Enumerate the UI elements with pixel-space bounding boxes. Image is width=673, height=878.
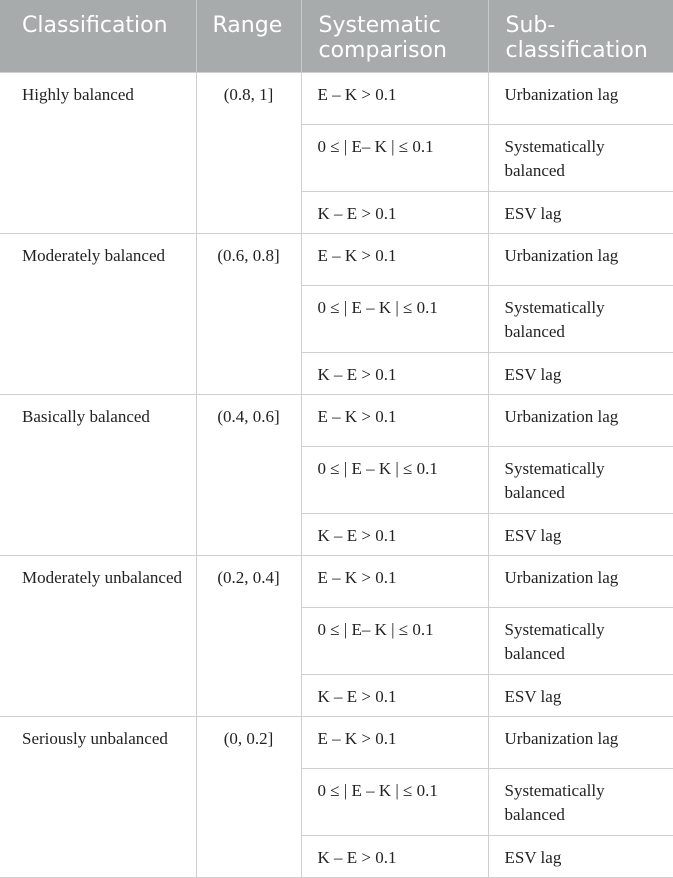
sub-classification-cell: Urbanization lag <box>488 556 673 608</box>
sub-classification-cell: Systematically balanced <box>488 769 673 836</box>
range-cell: (0.4, 0.6] <box>196 395 301 556</box>
range-cell: (0, 0.2] <box>196 717 301 878</box>
comparison-cell: 0 ≤ | E– K | ≤ 0.1 <box>301 608 488 675</box>
range-cell: (0.6, 0.8] <box>196 234 301 395</box>
comparison-cell: 0 ≤ | E – K | ≤ 0.1 <box>301 286 488 353</box>
classification-cell: Highly balanced <box>0 73 196 234</box>
sub-classification-cell: Urbanization lag <box>488 395 673 447</box>
comparison-cell: K – E > 0.1 <box>301 514 488 556</box>
classification-cell: Basically balanced <box>0 395 196 556</box>
range-cell: (0.2, 0.4] <box>196 556 301 717</box>
range-cell: (0.8, 1] <box>196 73 301 234</box>
comparison-cell: K – E > 0.1 <box>301 675 488 717</box>
comparison-cell: E – K > 0.1 <box>301 556 488 608</box>
table-row <box>0 556 673 608</box>
classification-cell: Moderately unbalanced <box>0 556 196 717</box>
sub-classification-cell: ESV lag <box>488 353 673 395</box>
table-row <box>0 717 673 769</box>
header-row <box>0 0 673 73</box>
comparison-cell: E – K > 0.1 <box>301 73 488 125</box>
sub-classification-cell: ESV lag <box>488 192 673 234</box>
classification-cell: Moderately balanced <box>0 234 196 395</box>
header-classification: Classification <box>0 0 196 73</box>
comparison-cell: E – K > 0.1 <box>301 395 488 447</box>
table-row <box>0 395 673 447</box>
sub-classification-cell: Urbanization lag <box>488 234 673 286</box>
sub-classification-cell: ESV lag <box>488 514 673 556</box>
comparison-cell: E – K > 0.1 <box>301 234 488 286</box>
comparison-cell: 0 ≤ | E – K | ≤ 0.1 <box>301 447 488 514</box>
sub-classification-cell: Urbanization lag <box>488 717 673 769</box>
sub-classification-cell: Systematically balanced <box>488 286 673 353</box>
comparison-cell: E – K > 0.1 <box>301 717 488 769</box>
header-systematic-comparison: Systematic comparison <box>301 0 488 73</box>
comparison-cell: 0 ≤ | E– K | ≤ 0.1 <box>301 125 488 192</box>
table-row <box>0 73 673 125</box>
sub-classification-cell: Systematically balanced <box>488 608 673 675</box>
classification-cell: Seriously unbalanced <box>0 717 196 878</box>
sub-classification-cell: Urbanization lag <box>488 73 673 125</box>
comparison-cell: K – E > 0.1 <box>301 192 488 234</box>
comparison-cell: 0 ≤ | E – K | ≤ 0.1 <box>301 769 488 836</box>
table-row <box>0 234 673 286</box>
header-sub-classification: Sub-classification <box>488 0 673 73</box>
sub-classification-cell: ESV lag <box>488 675 673 717</box>
sub-classification-cell: Systematically balanced <box>488 447 673 514</box>
comparison-cell: K – E > 0.1 <box>301 836 488 878</box>
sub-classification-cell: Systematically balanced <box>488 125 673 192</box>
sub-classification-cell: ESV lag <box>488 836 673 878</box>
header-range: Range <box>196 0 301 73</box>
comparison-cell: K – E > 0.1 <box>301 353 488 395</box>
